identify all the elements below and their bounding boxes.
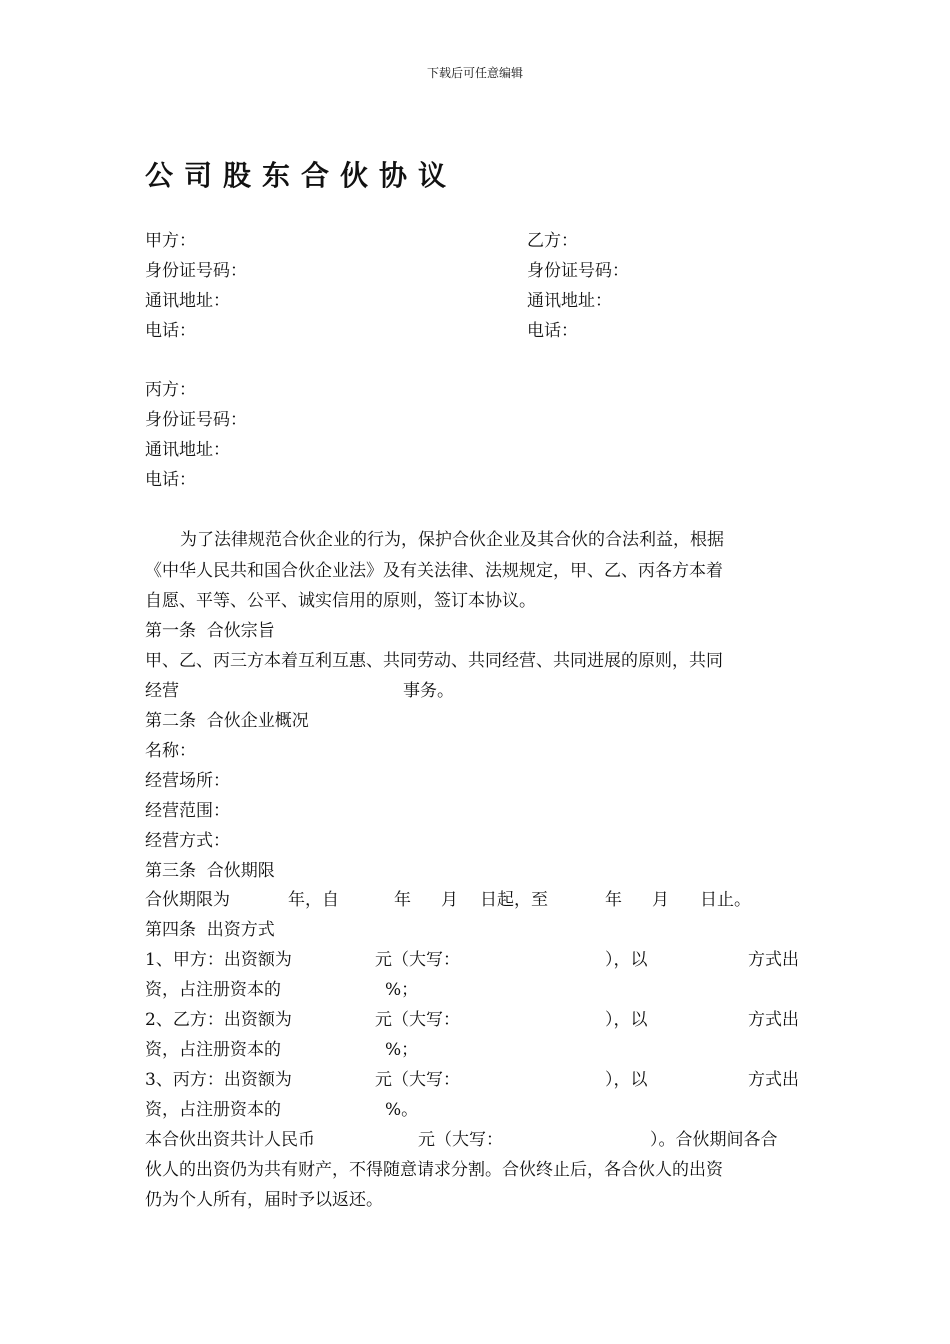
contribution-b-text-4: 方式出 [748, 1010, 799, 1030]
article-1-line-2a: 经营 [145, 681, 179, 701]
party-b-phone-label: 电话： [527, 321, 578, 341]
total-contribution-line-3: 仍为个人所有，届时予以返还。 [145, 1190, 383, 1210]
contribution-b-text-5: 资，占注册资本的 [145, 1040, 281, 1060]
contribution-b-text-1: 2、乙方：出资额为 [145, 1010, 292, 1030]
document-title: 公司股东合伙协议 [145, 159, 458, 192]
term-text-6: 年 [605, 890, 622, 910]
business-mode-label: 经营方式： [145, 831, 230, 851]
preamble-line-2: 《中华人民共和国合伙企业法》及有关法律、法规规定，甲、乙、丙各方本着 [145, 561, 723, 581]
term-text-3: 年 [394, 890, 411, 910]
term-text-7: 月 [652, 890, 669, 910]
page-header: 下载后可任意编辑 [426, 66, 523, 80]
contribution-c-text-4: 方式出 [748, 1070, 799, 1090]
contribution-b-text-6: %； [385, 1040, 419, 1060]
term-text-5: 日起，至 [480, 890, 548, 910]
article-3-heading: 第三条 合伙期限 [145, 861, 275, 881]
total-contribution-text-3: ）。合伙期间各合 [650, 1130, 778, 1150]
article-2-heading: 第二条 合伙企业概况 [145, 711, 309, 731]
term-text-2: 年，自 [288, 890, 339, 910]
article-4-heading: 第四条 出资方式 [145, 920, 275, 940]
term-text-1: 合伙期限为 [145, 890, 230, 910]
party-b-name-label: 乙方： [527, 231, 578, 251]
term-text-8: 日止。 [700, 890, 751, 910]
contribution-a-text-4: 方式出 [748, 950, 799, 970]
contribution-a-text-1: 1、甲方：出资额为 [145, 950, 292, 970]
party-c-name-label: 丙方： [145, 380, 196, 400]
enterprise-name-label: 名称： [145, 741, 196, 761]
party-b-id-label: 身份证号码： [527, 261, 629, 281]
article-1-heading: 第一条 合伙宗旨 [145, 621, 275, 641]
contribution-c-text-3: ），以 [605, 1070, 648, 1090]
article-1-line-2b: 事务。 [403, 681, 454, 701]
total-contribution-text-2: 元（大写： [418, 1130, 503, 1150]
contribution-c-text-2: 元（大写： [375, 1070, 460, 1090]
party-c-phone-label: 电话： [145, 470, 196, 490]
total-contribution-text-1: 本合伙出资共计人民币 [145, 1130, 315, 1150]
contribution-c-text-6: %。 [385, 1100, 419, 1120]
preamble-line-1: 为了法律规范合伙企业的行为，保护合伙企业及其合伙的合法利益，根据 [180, 530, 724, 550]
article-1-line-1: 甲、乙、丙三方本着互利互惠、共同劳动、共同经营、共同进展的原则，共同 [145, 651, 723, 671]
contribution-c-text-1: 3、丙方：出资额为 [145, 1070, 292, 1090]
contribution-a-text-5: 资，占注册资本的 [145, 980, 281, 1000]
party-a-name-label: 甲方： [145, 231, 196, 251]
party-a-address-label: 通讯地址： [145, 291, 230, 311]
contribution-b-text-3: ），以 [605, 1010, 648, 1030]
term-text-4: 月 [441, 890, 458, 910]
contribution-a-text-3: ），以 [605, 950, 648, 970]
contribution-a-text-2: 元（大写： [375, 950, 460, 970]
contribution-b-text-2: 元（大写： [375, 1010, 460, 1030]
party-a-id-label: 身份证号码： [145, 261, 247, 281]
contribution-a-text-6: %； [385, 980, 419, 1000]
contribution-c-text-5: 资，占注册资本的 [145, 1100, 281, 1120]
party-c-address-label: 通讯地址： [145, 440, 230, 460]
business-scope-label: 经营范围： [145, 801, 230, 821]
preamble-line-3: 自愿、平等、公平、诚实信用的原则，签订本协议。 [145, 591, 536, 611]
business-place-label: 经营场所： [145, 771, 230, 791]
total-contribution-line-2: 伙人的出资仍为共有财产，不得随意请求分割。合伙终止后，各合伙人的出资 [145, 1160, 723, 1180]
party-b-address-label: 通讯地址： [527, 291, 612, 311]
party-c-id-label: 身份证号码： [145, 410, 247, 430]
party-a-phone-label: 电话： [145, 321, 196, 341]
